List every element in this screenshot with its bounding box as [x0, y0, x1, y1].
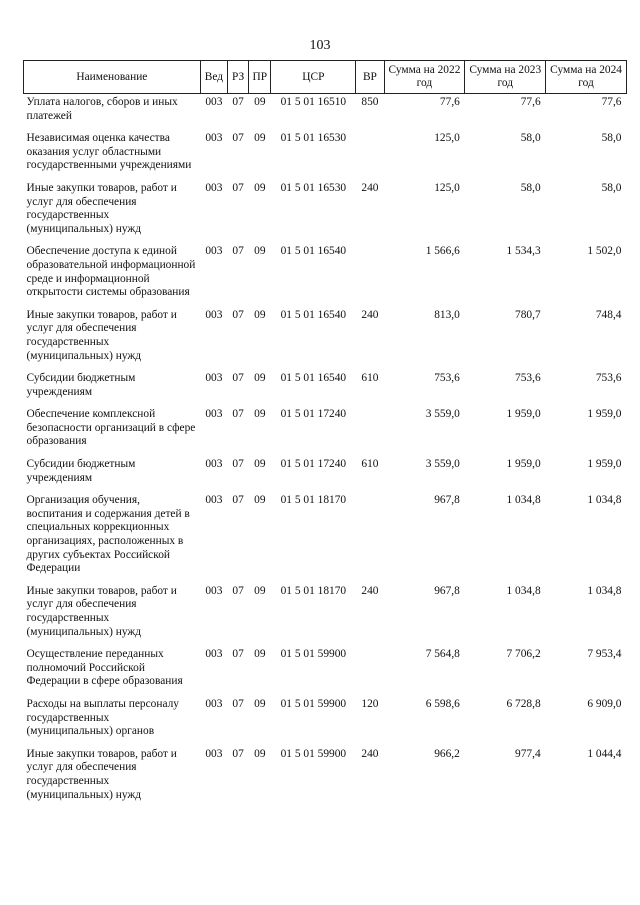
header-rz: РЗ	[228, 61, 249, 94]
table-row	[24, 243, 627, 306]
cell-pr: 09	[254, 308, 266, 321]
cell-sum-2023: 77,6	[520, 96, 541, 108]
cell-sum-2022: 7 564,8	[425, 648, 460, 661]
cell-pr: 09	[254, 458, 266, 471]
cell-ved: 003	[205, 181, 223, 194]
cell-name: Организация обучения, воспитания и содержания детей в специальных коррекционных организациях, расположенных в других субъектах Российской Федерации	[26, 494, 190, 575]
cell-sum-2024: 6 909,0	[587, 697, 622, 710]
cell-vr: 120	[361, 697, 379, 710]
table-row	[24, 583, 627, 646]
cell-rz: 07	[232, 132, 244, 145]
cell-sum-2022: 3 559,0	[425, 458, 460, 471]
cell-csr: 01 5 01 16530	[280, 132, 347, 145]
cell-ved: 003	[205, 747, 223, 760]
cell-ved: 003	[205, 697, 223, 710]
cell-ved: 003	[205, 408, 223, 421]
cell-sum-2023: 1 534,3	[506, 245, 541, 258]
cell-name: Субсидии бюджетным учреждениям	[26, 372, 136, 398]
cell-csr: 01 5 01 16540	[280, 245, 347, 258]
cell-csr: 01 5 01 16530	[280, 181, 347, 194]
cell-sum-2023: 1 959,0	[506, 458, 541, 471]
table-row	[24, 646, 627, 696]
cell-csr: 01 5 01 18170	[280, 584, 347, 597]
cell-sum-2024: 748,4	[595, 308, 622, 321]
cell-pr: 09	[254, 408, 266, 421]
header-pr: ПР	[249, 61, 271, 94]
cell-csr: 01 5 01 59900	[280, 648, 347, 661]
cell-ved: 003	[205, 494, 223, 507]
cell-rz: 07	[232, 697, 244, 710]
cell-vr: 850	[361, 96, 379, 108]
table-row	[24, 180, 627, 243]
cell-pr: 09	[254, 372, 266, 385]
budget-table	[23, 60, 627, 809]
cell-sum-2023: 977,4	[515, 747, 541, 760]
cell-pr: 09	[254, 132, 266, 145]
cell-rz: 07	[232, 747, 244, 760]
table-row	[24, 696, 627, 746]
cell-name: Расходы на выплаты персоналу государственных (муниципальных) органов	[26, 697, 179, 738]
cell-csr: 01 5 01 16540	[280, 308, 347, 321]
cell-name: Осуществление переданных полномочий Российской Федерации в сфере образования	[26, 648, 183, 688]
cell-pr: 09	[254, 697, 266, 710]
cell-vr	[356, 243, 384, 306]
cell-sum-2024: 1 034,8	[587, 494, 622, 507]
cell-vr: 240	[361, 747, 379, 760]
cell-name: Обеспечение доступа к единой образовательной информационной среде и информационной открытости системы образования	[26, 245, 196, 299]
cell-csr: 01 5 01 16510	[280, 96, 347, 108]
cell-rz: 07	[232, 96, 244, 108]
cell-ved: 003	[205, 648, 223, 661]
cell-ved: 003	[205, 245, 223, 258]
cell-sum-2022: 3 559,0	[425, 408, 460, 421]
cell-csr: 01 5 01 59900	[280, 747, 347, 760]
cell-rz: 07	[232, 308, 244, 321]
cell-sum-2023: 1 034,8	[506, 494, 541, 507]
cell-sum-2022: 77,6	[439, 96, 460, 108]
cell-sum-2024: 7 953,4	[587, 648, 622, 661]
cell-ved: 003	[205, 372, 223, 385]
cell-sum-2022: 753,6	[434, 372, 460, 385]
cell-sum-2024: 1 034,8	[587, 584, 622, 597]
header-csr: ЦСР	[271, 61, 356, 94]
cell-rz: 07	[232, 494, 244, 507]
cell-rz: 07	[232, 245, 244, 258]
table-row	[24, 492, 627, 583]
cell-pr: 09	[254, 96, 266, 108]
cell-pr: 09	[254, 181, 266, 194]
cell-sum-2023: 1 034,8	[506, 584, 541, 597]
cell-sum-2024: 1 959,0	[587, 458, 622, 471]
cell-vr	[356, 492, 384, 583]
cell-vr	[356, 646, 384, 696]
cell-rz: 07	[232, 584, 244, 597]
cell-csr: 01 5 01 59900	[280, 697, 347, 710]
cell-sum-2024: 58,0	[601, 181, 622, 194]
cell-ved: 003	[205, 458, 223, 471]
cell-vr	[356, 130, 384, 180]
cell-sum-2024: 77,6	[601, 96, 622, 108]
cell-sum-2023: 753,6	[515, 372, 541, 385]
cell-sum-2022: 6 598,6	[425, 697, 460, 710]
cell-sum-2023: 1 959,0	[506, 408, 541, 421]
cell-sum-2023: 7 706,2	[506, 648, 541, 661]
cell-vr: 240	[361, 308, 379, 321]
cell-sum-2022: 967,8	[434, 494, 460, 507]
header-sum-2024: Сумма на 2024 год	[546, 61, 627, 94]
header-vr: ВР	[356, 61, 384, 94]
cell-sum-2022: 125,0	[434, 132, 460, 145]
table-row	[24, 406, 627, 456]
cell-vr: 240	[361, 181, 379, 194]
table-body	[24, 94, 627, 810]
cell-pr: 09	[254, 245, 266, 258]
cell-vr: 240	[361, 584, 379, 597]
cell-csr: 01 5 01 18170	[280, 494, 347, 507]
table-row	[24, 94, 627, 131]
cell-sum-2024: 58,0	[601, 132, 622, 145]
cell-sum-2023: 58,0	[520, 181, 541, 194]
cell-vr: 610	[361, 458, 379, 471]
cell-sum-2022: 125,0	[434, 181, 460, 194]
cell-rz: 07	[232, 458, 244, 471]
cell-sum-2023: 6 728,8	[506, 697, 541, 710]
cell-name: Иные закупки товаров, работ и услуг для обеспечения государственных (муниципальных) нужд	[26, 584, 177, 638]
table-row	[24, 456, 627, 492]
cell-sum-2024: 753,6	[595, 372, 622, 385]
table-row	[24, 130, 627, 180]
cell-ved: 003	[205, 132, 223, 145]
cell-name: Уплата налогов, сборов и иных платежей	[26, 96, 178, 122]
cell-rz: 07	[232, 372, 244, 385]
header-name: Наименование	[24, 61, 201, 94]
cell-ved: 003	[205, 308, 223, 321]
cell-sum-2024: 1 502,0	[587, 245, 622, 258]
cell-pr: 09	[254, 494, 266, 507]
cell-sum-2022: 1 566,6	[425, 245, 460, 258]
cell-ved: 003	[205, 584, 223, 597]
cell-name: Обеспечение комплексной безопасности организаций в сфере образования	[26, 408, 196, 448]
cell-csr: 01 5 01 17240	[280, 458, 347, 471]
cell-vr: 610	[361, 372, 379, 385]
cell-sum-2023: 58,0	[520, 132, 541, 145]
header-sum-2022: Сумма на 2022 год	[384, 61, 465, 94]
cell-csr: 01 5 01 16540	[280, 372, 347, 385]
cell-rz: 07	[232, 181, 244, 194]
cell-rz: 07	[232, 408, 244, 421]
cell-sum-2024: 1 959,0	[587, 408, 622, 421]
table-header	[24, 61, 627, 94]
page-number: 103	[309, 38, 331, 53]
cell-csr: 01 5 01 17240	[280, 408, 347, 421]
cell-pr: 09	[254, 584, 266, 597]
cell-name: Субсидии бюджетным учреждениям	[26, 458, 136, 484]
cell-sum-2022: 966,2	[434, 747, 460, 760]
cell-sum-2022: 967,8	[434, 584, 460, 597]
cell-rz: 07	[232, 648, 244, 661]
table-row	[24, 746, 627, 809]
table-row	[24, 307, 627, 370]
cell-pr: 09	[254, 747, 266, 760]
table-row	[24, 370, 627, 406]
cell-name: Иные закупки товаров, работ и услуг для обеспечения государственных (муниципальных) нужд	[26, 181, 177, 235]
cell-name: Независимая оценка качества оказания услуг областными государственными учреждениями	[26, 132, 192, 172]
cell-pr: 09	[254, 648, 266, 661]
cell-vr	[356, 406, 384, 456]
header-ved: Вед	[200, 61, 227, 94]
cell-sum-2023: 780,7	[515, 308, 541, 321]
cell-sum-2024: 1 044,4	[587, 747, 622, 760]
cell-sum-2022: 813,0	[434, 308, 460, 321]
cell-ved: 003	[205, 96, 223, 108]
header-sum-2023: Сумма на 2023 год	[465, 61, 546, 94]
cell-name: Иные закупки товаров, работ и услуг для обеспечения государственных (муниципальных) нужд	[26, 308, 177, 362]
cell-name: Иные закупки товаров, работ и услуг для обеспечения государственных (муниципальных) нужд	[26, 747, 177, 801]
